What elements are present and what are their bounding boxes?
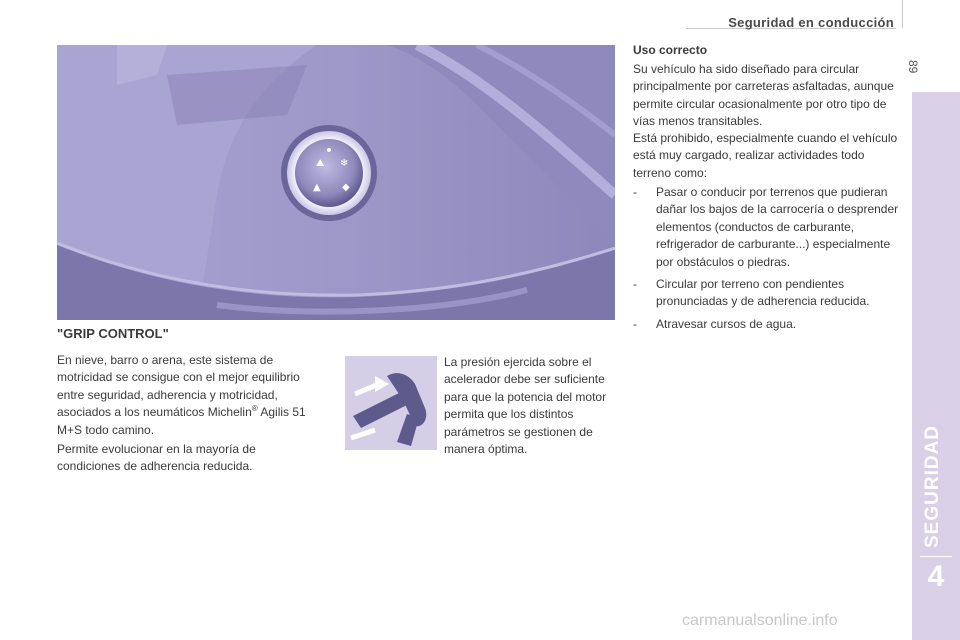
page-number: 89 bbox=[906, 60, 920, 74]
list-item bbox=[633, 316, 905, 333]
list-item-text: Circular por terreno con pendientes pronunciadas y de adherencia reducida. bbox=[656, 277, 870, 309]
grip-control-illustration bbox=[57, 45, 615, 320]
chapter-divider bbox=[920, 556, 952, 557]
prohibited-activities-list bbox=[633, 184, 905, 338]
list-dash: - bbox=[633, 316, 637, 331]
list-item-text: Atravesar cursos de agua. bbox=[656, 316, 797, 331]
registered-mark: ® bbox=[251, 404, 258, 414]
grip-control-description bbox=[57, 352, 307, 439]
correct-use-paragraph: Su vehículo ha sido diseñado para circular principalmente por carreteras asfaltadas, aunque permite circular ocasionalmente por otro tipo de vías menos transitables. bbox=[633, 62, 894, 129]
page-header-title: Seguridad en conducción bbox=[728, 15, 894, 30]
chapter-sidebar bbox=[912, 92, 960, 640]
chapter-number: 4 bbox=[927, 560, 945, 593]
pedal-note: La presión ejercida sobre el acelerador debe ser suficiente para que la potencia del motor permita que los distintos parámetros se gestionen de manera óptima. bbox=[444, 355, 607, 457]
list-item bbox=[633, 276, 905, 311]
grip-control-usage: Permite evolucionar en la mayoría de condiciones de adherencia reducida. bbox=[57, 442, 256, 474]
header-tick bbox=[902, 0, 903, 28]
svg-text:▲: ▲ bbox=[313, 182, 321, 193]
svg-text:❄: ❄ bbox=[340, 158, 349, 169]
svg-text:◆: ◆ bbox=[342, 182, 350, 193]
list-dash: - bbox=[633, 185, 637, 199]
correct-use-title: Uso correcto bbox=[633, 43, 708, 57]
list-dash: - bbox=[633, 277, 637, 292]
svg-text:⛰: ⛰ bbox=[316, 158, 325, 169]
watermark: carmanualsonline.info bbox=[682, 612, 838, 629]
list-item-text: Pasar o conducir por terrenos que pudieran dañar los bajos de la carrocería o desprender elementos (conductos de carburante, refrigerador de carburante...) especialmente por obstáculos o piedras. bbox=[656, 185, 899, 269]
accelerator-pedal-icon bbox=[345, 356, 437, 450]
section-title-grip-control: "GRIP CONTROL" bbox=[57, 326, 169, 341]
chapter-label: SEGURIDAD bbox=[922, 424, 943, 548]
description-text-a: En nieve, barro o arena, este sistema de motricidad se consigue con el mejor equilibrio entre seguridad, adherencia y motricidad, asociados a los neumáticos Michelin bbox=[57, 353, 300, 420]
description-text-b: Agilis 51 M+S todo camino. bbox=[57, 405, 306, 437]
prohibited-activities-intro: Está prohibido, especialmente cuando el vehículo está muy cargado, realizar actividades todo terreno como: bbox=[633, 131, 898, 180]
list-item bbox=[633, 184, 905, 271]
